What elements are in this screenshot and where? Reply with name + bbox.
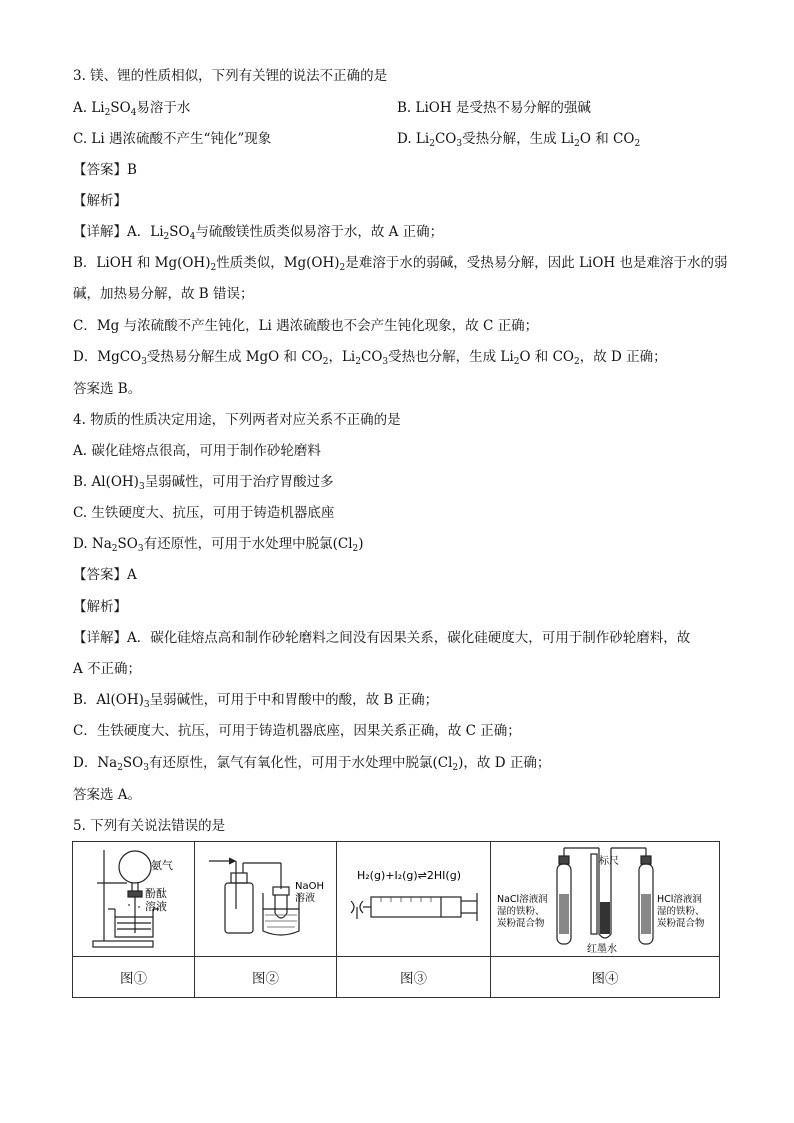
q3-option-a: A. $Li_2SO_4$易溶于水	[73, 100, 191, 118]
q4-analysis: 【解析】	[73, 599, 127, 615]
q4-detail-d: D．$Na_2SO_3$有还原性，氯气有氧化性，可用于水处理中脱氯$(Cl_2)$，故 D 正确；	[73, 755, 551, 773]
q4-detail-a-cont: A 不正确；	[73, 661, 142, 677]
fig2-gas-absorption-diagram	[201, 849, 331, 949]
q4-end: 答案选 A。	[73, 787, 142, 803]
fig1-ammonia-fountain-diagram	[79, 845, 189, 953]
q3-option-d: D. $Li_2CO_3$受热分解，生成 $Li_2O$ 和 $CO_2$	[397, 131, 641, 149]
q3-option-c: C. Li 遇浓硫酸不产生“钝化”现象	[73, 131, 272, 147]
fig2-label-solution: 溶液	[294, 893, 315, 904]
fig4-label-right-1: HCl溶液润	[657, 894, 702, 905]
q4-option-a: A. 碳化硅熔点很高，可用于制作砂轮磨料	[73, 443, 321, 459]
fig1-label-phenolphthalein: 酚酞	[144, 887, 167, 900]
fig4-label-right-2: 湿的铁粉、	[657, 906, 705, 917]
fig1-label-ammonia: 氨气	[150, 859, 173, 872]
q4-option-d: D. $Na_2SO_3$有还原性，可用于水处理中脱氯$(Cl_2)$	[73, 536, 364, 554]
fig4-label-ruler: 标尺	[599, 856, 619, 867]
fig4-label-left-1: NaCl溶液润	[497, 894, 548, 905]
q4-detail-a: 【详解】A．碳化硅熔点高和制作砂轮磨料之间没有因果关系，碳化硅硬度大，可用于制作砂轮磨料，故	[73, 630, 691, 646]
q3-option-b: B. LiOH 是受热不易分解的强碱	[397, 100, 591, 116]
fig3-cell	[337, 842, 491, 957]
fig4-caption: 图④	[491, 957, 720, 998]
fig1-cell	[73, 842, 195, 957]
q4-detail-c: C．生铁硬度大、抗压，可用于铸造机器底座，因果关系正确，故 C 正确；	[73, 723, 521, 739]
fig4-corrosion-diagram	[495, 844, 715, 954]
q3-detail-d: D．MgCO$_3$受热易分解生成 MgO 和 $CO_2$，$Li_2CO_3$受热也分解，生成 $Li_2O$ 和 $CO_2$，故 D 正确；	[73, 349, 667, 367]
q4-answer: 【答案】A	[73, 567, 137, 583]
q4-stem: 4. 物质的性质决定用途，下列两者对应关系不正确的是	[73, 412, 401, 428]
q3-end: 答案选 B。	[73, 381, 142, 397]
fig4-label-left-2: 湿的铁粉、	[497, 906, 545, 917]
fig4-cell	[491, 842, 720, 957]
fig4-label-red-ink: 红墨水	[587, 944, 617, 954]
q5-stem: 5. 下列有关说法错误的是	[73, 818, 226, 834]
q4-option-b: B. $Al(OH)_3$呈弱碱性，可用于治疗胃酸过多	[73, 474, 334, 492]
fig3-syringe-equilibrium-diagram	[341, 849, 487, 949]
q3-detail-c: C．Mg 与浓硫酸不产生钝化，Li 遇浓硫酸也不会产生钝化现象，故 C 正确；	[73, 318, 539, 334]
fig1-label-solution: 溶液	[144, 900, 167, 913]
fig4-label-left-3: 炭粉混合物	[497, 918, 545, 929]
fig4-label-right-3: 炭粉混合物	[657, 918, 705, 929]
fig2-caption: 图②	[195, 957, 337, 998]
q3-detail-a: 【详解】A．$Li_2SO_4$与硫酸镁性质类似易溶于水，故 A 正确；	[73, 224, 444, 242]
q3-answer: 【答案】B	[73, 162, 137, 178]
fig2-cell	[195, 842, 337, 957]
q3-stem: 3. 镁、锂的性质相似，下列有关锂的说法不正确的是	[73, 68, 388, 84]
fig3-equation: H₂(g)+I₂(g)⇌2HI(g)	[356, 869, 461, 882]
fig1-caption: 图①	[73, 957, 195, 998]
q3-analysis: 【解析】	[73, 193, 127, 209]
q3-detail-b: B．LiOH 和 $Mg(OH)_2$性质类似，$Mg(OH)_2$是难溶于水的弱碱，受热易分解，因此 LiOH 也是难溶于水的弱	[73, 255, 728, 273]
q4-detail-b: B．$Al(OH)_3$呈弱碱性，可用于中和胃酸中的酸，故 B 正确；	[73, 692, 439, 710]
q5-figure-table	[72, 841, 720, 998]
q3-detail-b-cont: 碱，加热易分解，故 B 错误；	[73, 286, 254, 302]
q4-option-c: C. 生铁硬度大、抗压，可用于铸造机器底座	[73, 505, 335, 521]
fig2-label-naoh: NaOH	[294, 881, 324, 892]
fig3-caption: 图③	[337, 957, 491, 998]
